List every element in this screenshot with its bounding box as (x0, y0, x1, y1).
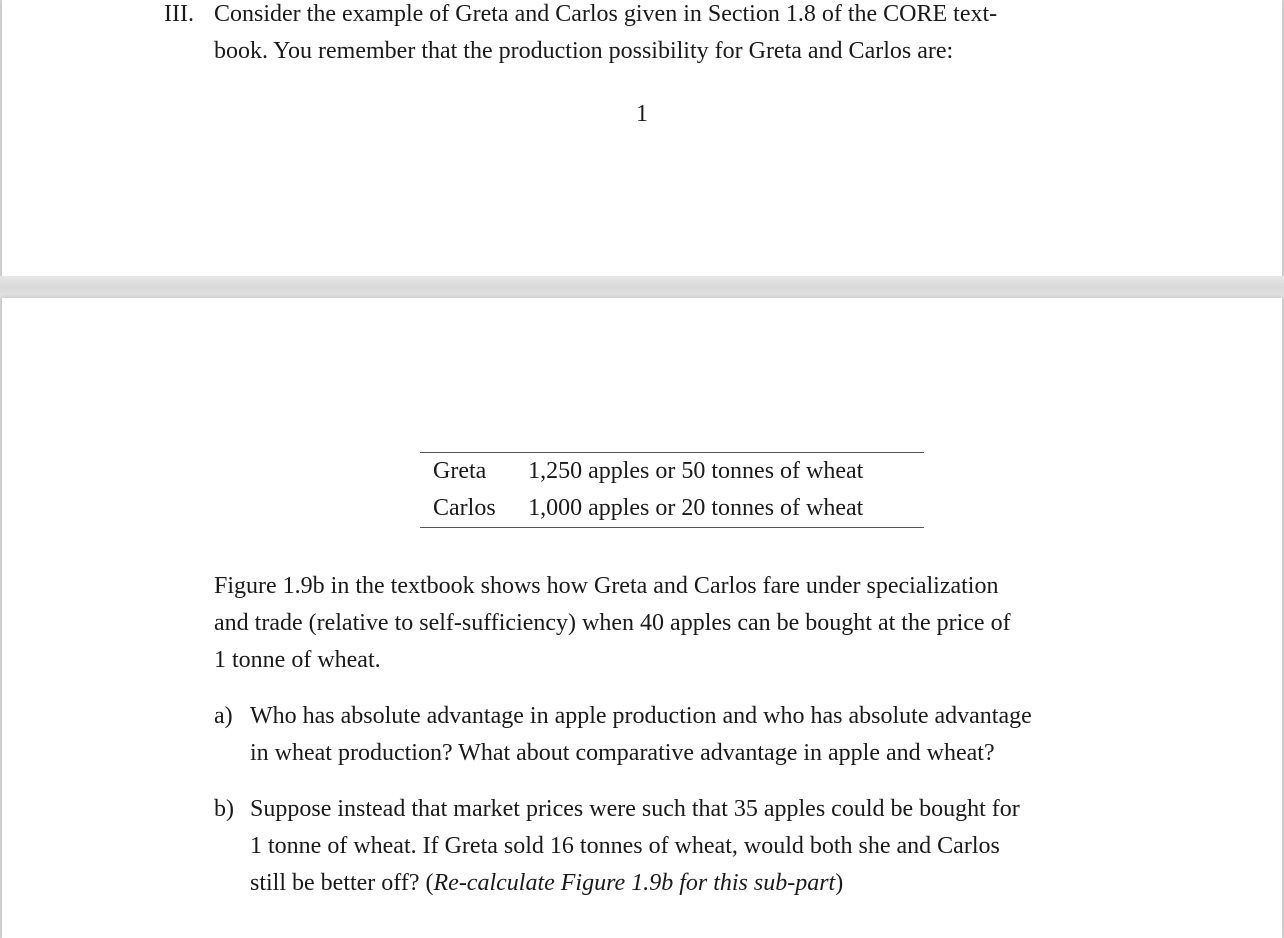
item-b-italic-note: Re-calculate Figure 1.9b for this sub-part (433, 870, 836, 896)
page-1 (2, 0, 1282, 276)
table-cell-value: 1,000 apples or 20 tonnes of wheat (528, 495, 864, 521)
question-line-1: Consider the example of Greta and Carlos given in Section 1.8 of the CORE text- (214, 1, 998, 27)
item-b-label: b) (214, 796, 234, 822)
question-line-2: book. You remember that the production possibility for Greta and Carlos are: (214, 38, 954, 64)
item-b-line-1: Suppose instead that market prices were such that 35 apples could be bought for (250, 796, 1020, 822)
table-row (420, 453, 924, 491)
table-cell-name: Carlos (433, 495, 496, 521)
page-2 (2, 298, 1282, 938)
paragraph-line-2: and trade (relative to self-sufficiency) when 40 apples can be bought at the price of (214, 610, 1011, 636)
page-number: 1 (636, 101, 648, 127)
production-possibility-table (420, 452, 924, 528)
item-b-line-2: 1 tonne of wheat. If Greta sold 16 tonnes of wheat, would both she and Carlos (250, 833, 1000, 859)
item-b-line-3-text: still be better off? ( (250, 870, 434, 896)
table-row (420, 490, 924, 528)
item-a-line-2: in wheat production? What about comparative advantage in apple and wheat? (250, 740, 995, 766)
question-number: III. (164, 1, 194, 27)
item-b-closing: ) (835, 870, 844, 896)
item-a-label: a) (214, 703, 233, 729)
page-separator (0, 276, 1284, 298)
item-a-line-1: Who has absolute advantage in apple production and who has absolute advantage (250, 703, 1032, 729)
paragraph-line-3: 1 tonne of wheat. (214, 647, 381, 673)
item-b-line-3 (250, 865, 843, 902)
paragraph-line-1: Figure 1.9b in the textbook shows how Greta and Carlos fare under specialization (214, 573, 999, 599)
table-cell-name: Greta (433, 458, 487, 484)
table-cell-value: 1,250 apples or 50 tonnes of wheat (528, 458, 864, 484)
